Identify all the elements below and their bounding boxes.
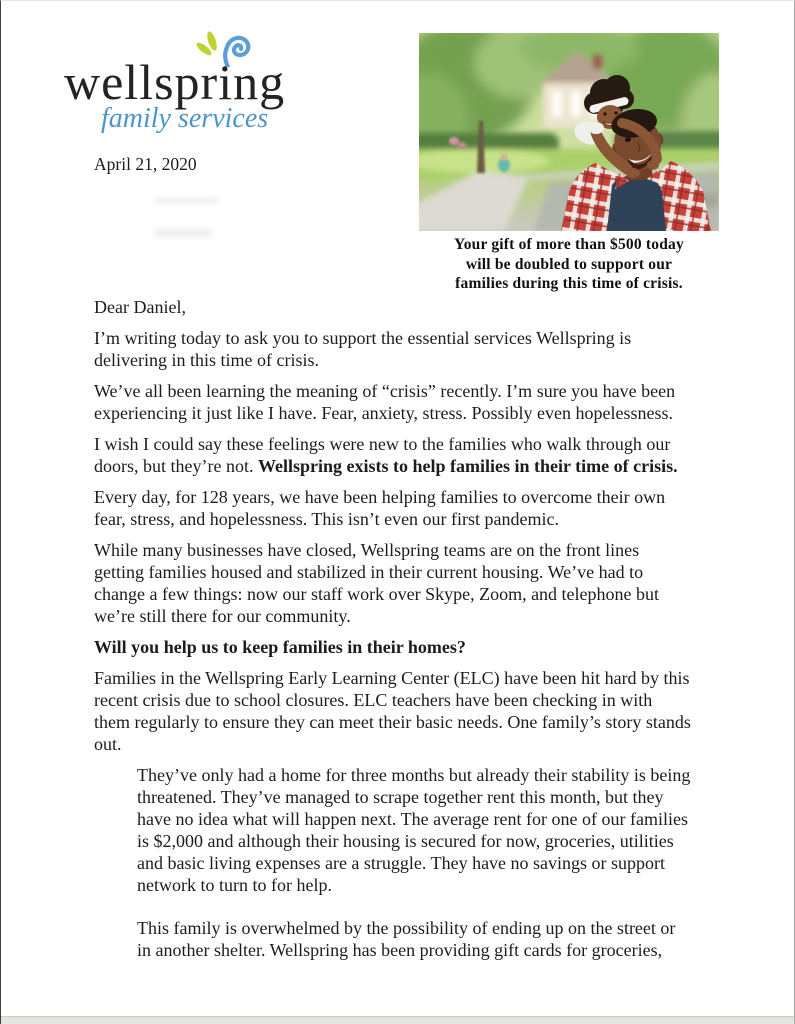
story-quote-1: They’ve only had a home for three months but already their stability is being threatened. They’ve managed to scrape together rent this month, but they have no idea what will happen next. The average rent for one of our families is $2,000 and although their housing is secured for now, groceries, utilities and basic living expenses are a struggle. They have no savings or support network to turn to for help.	[137, 765, 691, 895]
logo-tagline: family services	[101, 103, 269, 134]
photo-caption-line: families during this time of crisis.	[455, 275, 683, 292]
photo-caption-line: will be doubled to support our	[465, 255, 673, 273]
paragraph-1: I’m writing today to ask you to support the essential services Wellspring is delivering in this time of crisis.	[94, 328, 632, 370]
paragraph-4: Every day, for 128 years, we have been helping families to overcome their own fear, stress, and hopelessness. This isn’t even our first pandemic.	[94, 487, 666, 529]
question-heading: Will you help us to keep families in their homes?	[94, 637, 466, 657]
logo-wordmark: wellspring	[64, 54, 286, 110]
greeting: Dear Daniel,	[94, 297, 186, 317]
hero-photo	[419, 33, 719, 231]
letter-date: April 21, 2020	[94, 154, 197, 174]
redacted-address-smudge	[154, 197, 218, 204]
paragraph-6: Families in the Wellspring Early Learning Center (ELC) have been hit hard by this recent crisis due to school closures. ELC teachers have been checking in with them regularly to ensure they can meet their basic needs. One family’s story stands out.	[94, 668, 691, 754]
story-quote-2: This family is overwhelmed by the possibility of ending up on the street or in another shelter. Wellspring has been providing gift cards for groceries,	[137, 918, 676, 960]
paragraph-3-emphasis: Wellspring exists to help families in their time of crisis.	[257, 456, 678, 476]
paragraph-5: While many businesses have closed, Wellspring teams are on the front lines getting families housed and stabilized in their current housing. We’ve had to change a few things: now our staff work over Skype, Zoom, and telephone but we’re still there for our community.	[94, 540, 660, 626]
photo-caption	[414, 235, 724, 294]
paragraph-3-text: I wish I could say these feelings were new to the families who walk through our doors, but they’re not.	[94, 434, 671, 476]
letter-body	[94, 296, 692, 970]
paragraph-3	[94, 433, 692, 477]
photo-caption-line: Your gift of more than $500 today	[454, 236, 684, 253]
redacted-address-smudge	[154, 228, 212, 238]
page-bottom-edge	[1, 1016, 794, 1024]
paragraph-2: We’ve all been learning the meaning of “crisis” recently. I’m sure you have been experiencing it just like I have. Fear, anxiety, stress. Possibly even hopelessness.	[94, 381, 676, 423]
